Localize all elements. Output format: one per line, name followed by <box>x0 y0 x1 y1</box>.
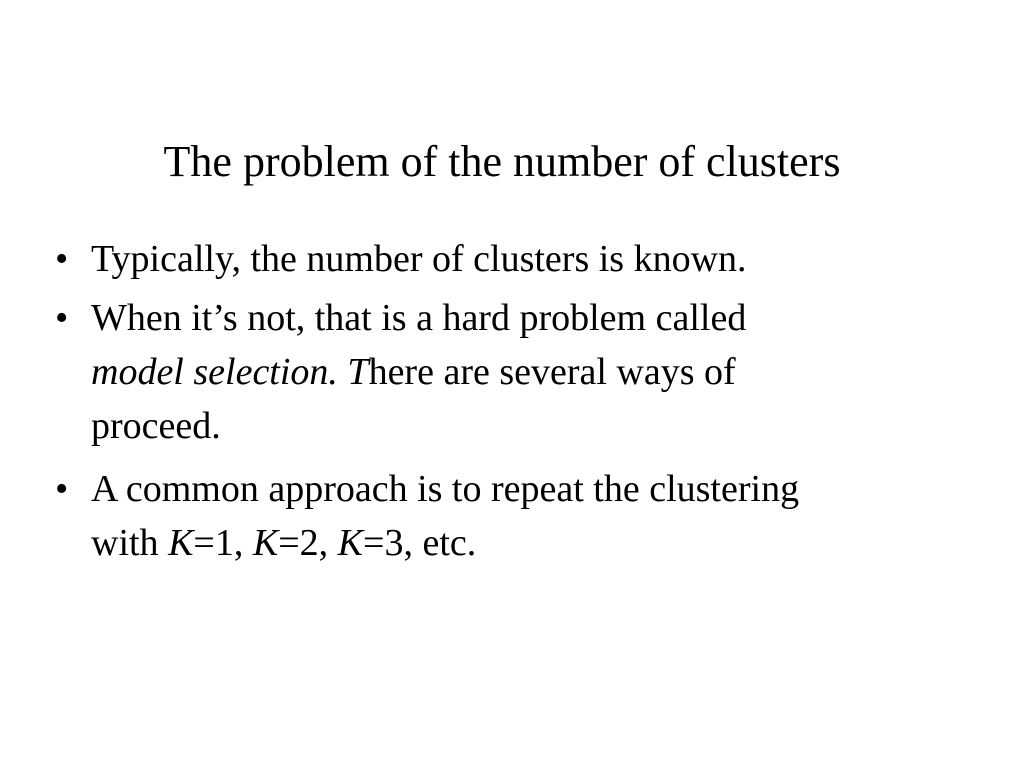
bullet-1-text: Typically, the number of clusters is known. <box>91 238 747 280</box>
bullet-icon: • <box>55 238 69 280</box>
bullet-item-2 <box>55 291 975 453</box>
bullet-3-line-1: A common approach is to repeat the clustering <box>91 468 800 510</box>
bullet-2-line-3: proceed. <box>91 405 221 447</box>
with-text: with <box>91 522 169 564</box>
bullet-list <box>55 232 975 579</box>
bullet-3-line-2 <box>91 516 975 570</box>
k-equals-3-etc: =3, etc. <box>363 522 477 564</box>
bullet-2-line-2 <box>91 345 975 399</box>
k-symbol: K <box>337 522 364 564</box>
bullet-item-3 <box>55 462 975 570</box>
bullet-2-line-1: When it’s not, that is a hard problem called <box>91 297 747 339</box>
slide-title: The problem of the number of clusters <box>163 137 841 186</box>
k-equals-1: =1, <box>193 522 253 564</box>
italic-term-model-selection: model selection. T <box>91 351 369 393</box>
bullet-icon: • <box>55 297 69 339</box>
bullet-item-1 <box>55 232 975 286</box>
k-symbol: K <box>252 522 279 564</box>
k-equals-2: =2, <box>278 522 338 564</box>
k-symbol: K <box>168 522 194 564</box>
bullet-icon: • <box>55 468 69 510</box>
bullet-2-line-2-rest: here are several ways of <box>368 351 736 393</box>
